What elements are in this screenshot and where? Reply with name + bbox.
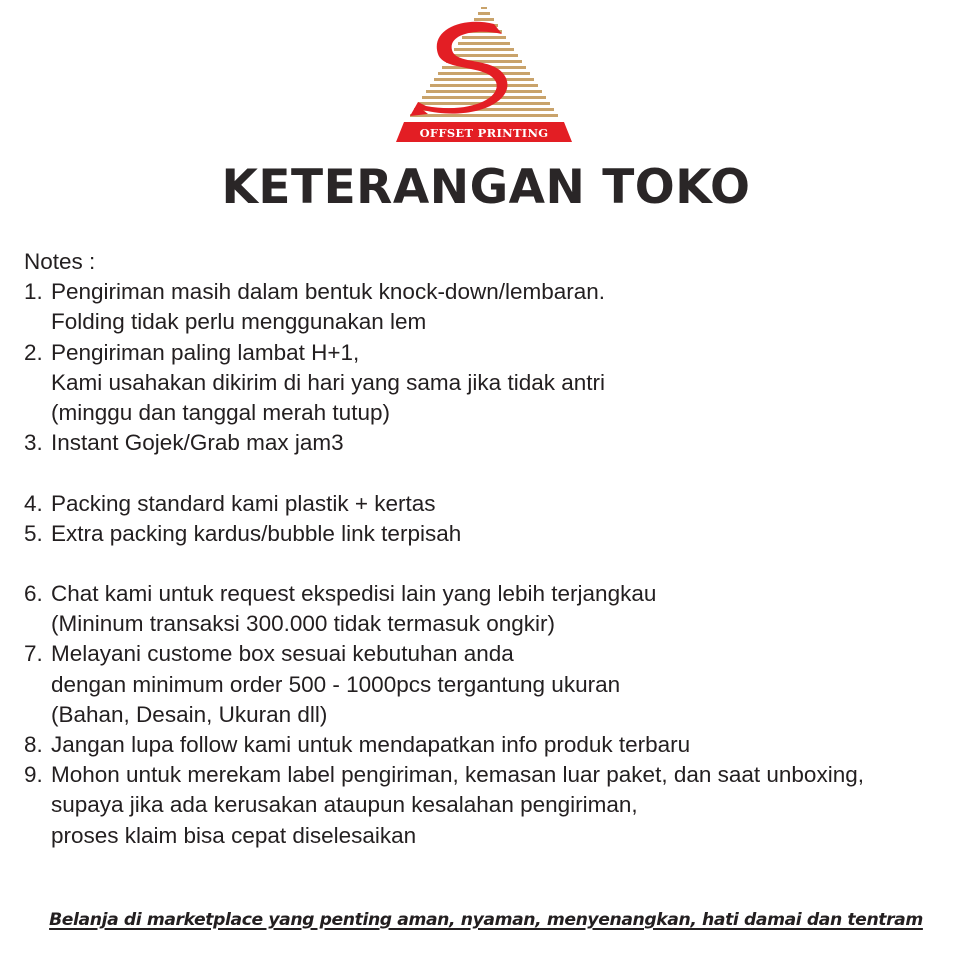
note-text: (Bahan, Desain, Ukuran dll)	[51, 701, 328, 727]
note-text: Jangan lupa follow kami untuk mendapatkan info produk terbaru	[51, 732, 691, 757]
note-text: dengan minimum order 500 - 1000pcs tergantung ukuran	[51, 671, 621, 697]
note-item-continuation	[24, 790, 964, 820]
notes-list	[24, 247, 964, 851]
note-text: supaya jika ada kerusakan ataupun kesalahan pengiriman,	[51, 792, 638, 818]
note-number: 2.	[24, 339, 43, 365]
note-text: Extra packing kardus/bubble link terpisah	[51, 520, 462, 546]
note-item-continuation	[24, 700, 964, 730]
note-text: Instant Gojek/Grab max jam3	[51, 430, 344, 456]
note-spacer	[24, 549, 964, 579]
note-number: 6.	[24, 581, 43, 607]
note-item	[24, 730, 964, 760]
note-item	[24, 639, 964, 669]
page-title: KETERANGAN TOKO	[221, 160, 751, 215]
note-item	[24, 338, 964, 368]
notes-heading: Notes :	[24, 249, 96, 274]
note-item-continuation	[24, 307, 964, 337]
note-item-continuation	[24, 398, 964, 428]
note-text: Mohon untuk merekam label pengiriman, kemasan luar paket, dan saat unboxing,	[51, 762, 864, 788]
note-item-continuation	[24, 609, 964, 639]
note-text: (Mininum transaksi 300.000 tidak termasuk ongkir)	[51, 611, 555, 637]
note-text: proses klaim bisa cepat diselesaikan	[51, 822, 417, 848]
note-text: Packing standard kami plastik + kertas	[51, 490, 436, 516]
logo-text: OFFSET PRINTING	[419, 126, 549, 140]
note-text: Kami usahakan dikirim di hari yang sama jika tidak antri	[51, 369, 605, 395]
note-item	[24, 428, 964, 458]
note-item-continuation	[24, 368, 964, 398]
note-text: (minggu dan tanggal merah tutup)	[51, 399, 390, 425]
note-number: 9.	[24, 762, 43, 788]
note-number: 8.	[24, 732, 43, 757]
note-number: 1.	[24, 279, 43, 305]
note-text: Melayani custome box sesuai kebutuhan anda	[51, 641, 514, 667]
note-item	[24, 519, 964, 549]
note-number: 4.	[24, 490, 43, 516]
note-number: 5.	[24, 520, 43, 546]
note-number: 7.	[24, 641, 43, 667]
footer-tagline: Belanja di marketplace yang penting aman, nyaman, menyenangkan, hati damai dan tentram	[49, 910, 923, 930]
note-item	[24, 277, 964, 307]
note-text: Chat kami untuk request ekspedisi lain yang lebih terjangkau	[51, 581, 657, 607]
note-item	[24, 760, 964, 790]
note-item-continuation	[24, 821, 964, 851]
note-item	[24, 579, 964, 609]
note-spacer	[24, 458, 964, 488]
note-text: Pengiriman masih dalam bentuk knock-down/lembaran.	[51, 279, 606, 305]
note-text: Folding tidak perlu menggunakan lem	[51, 309, 427, 335]
note-text: Pengiriman paling lambat H+1,	[51, 339, 360, 365]
company-logo	[392, 2, 576, 144]
note-number: 3.	[24, 430, 43, 456]
note-item-continuation	[24, 670, 964, 700]
note-item	[24, 489, 964, 519]
